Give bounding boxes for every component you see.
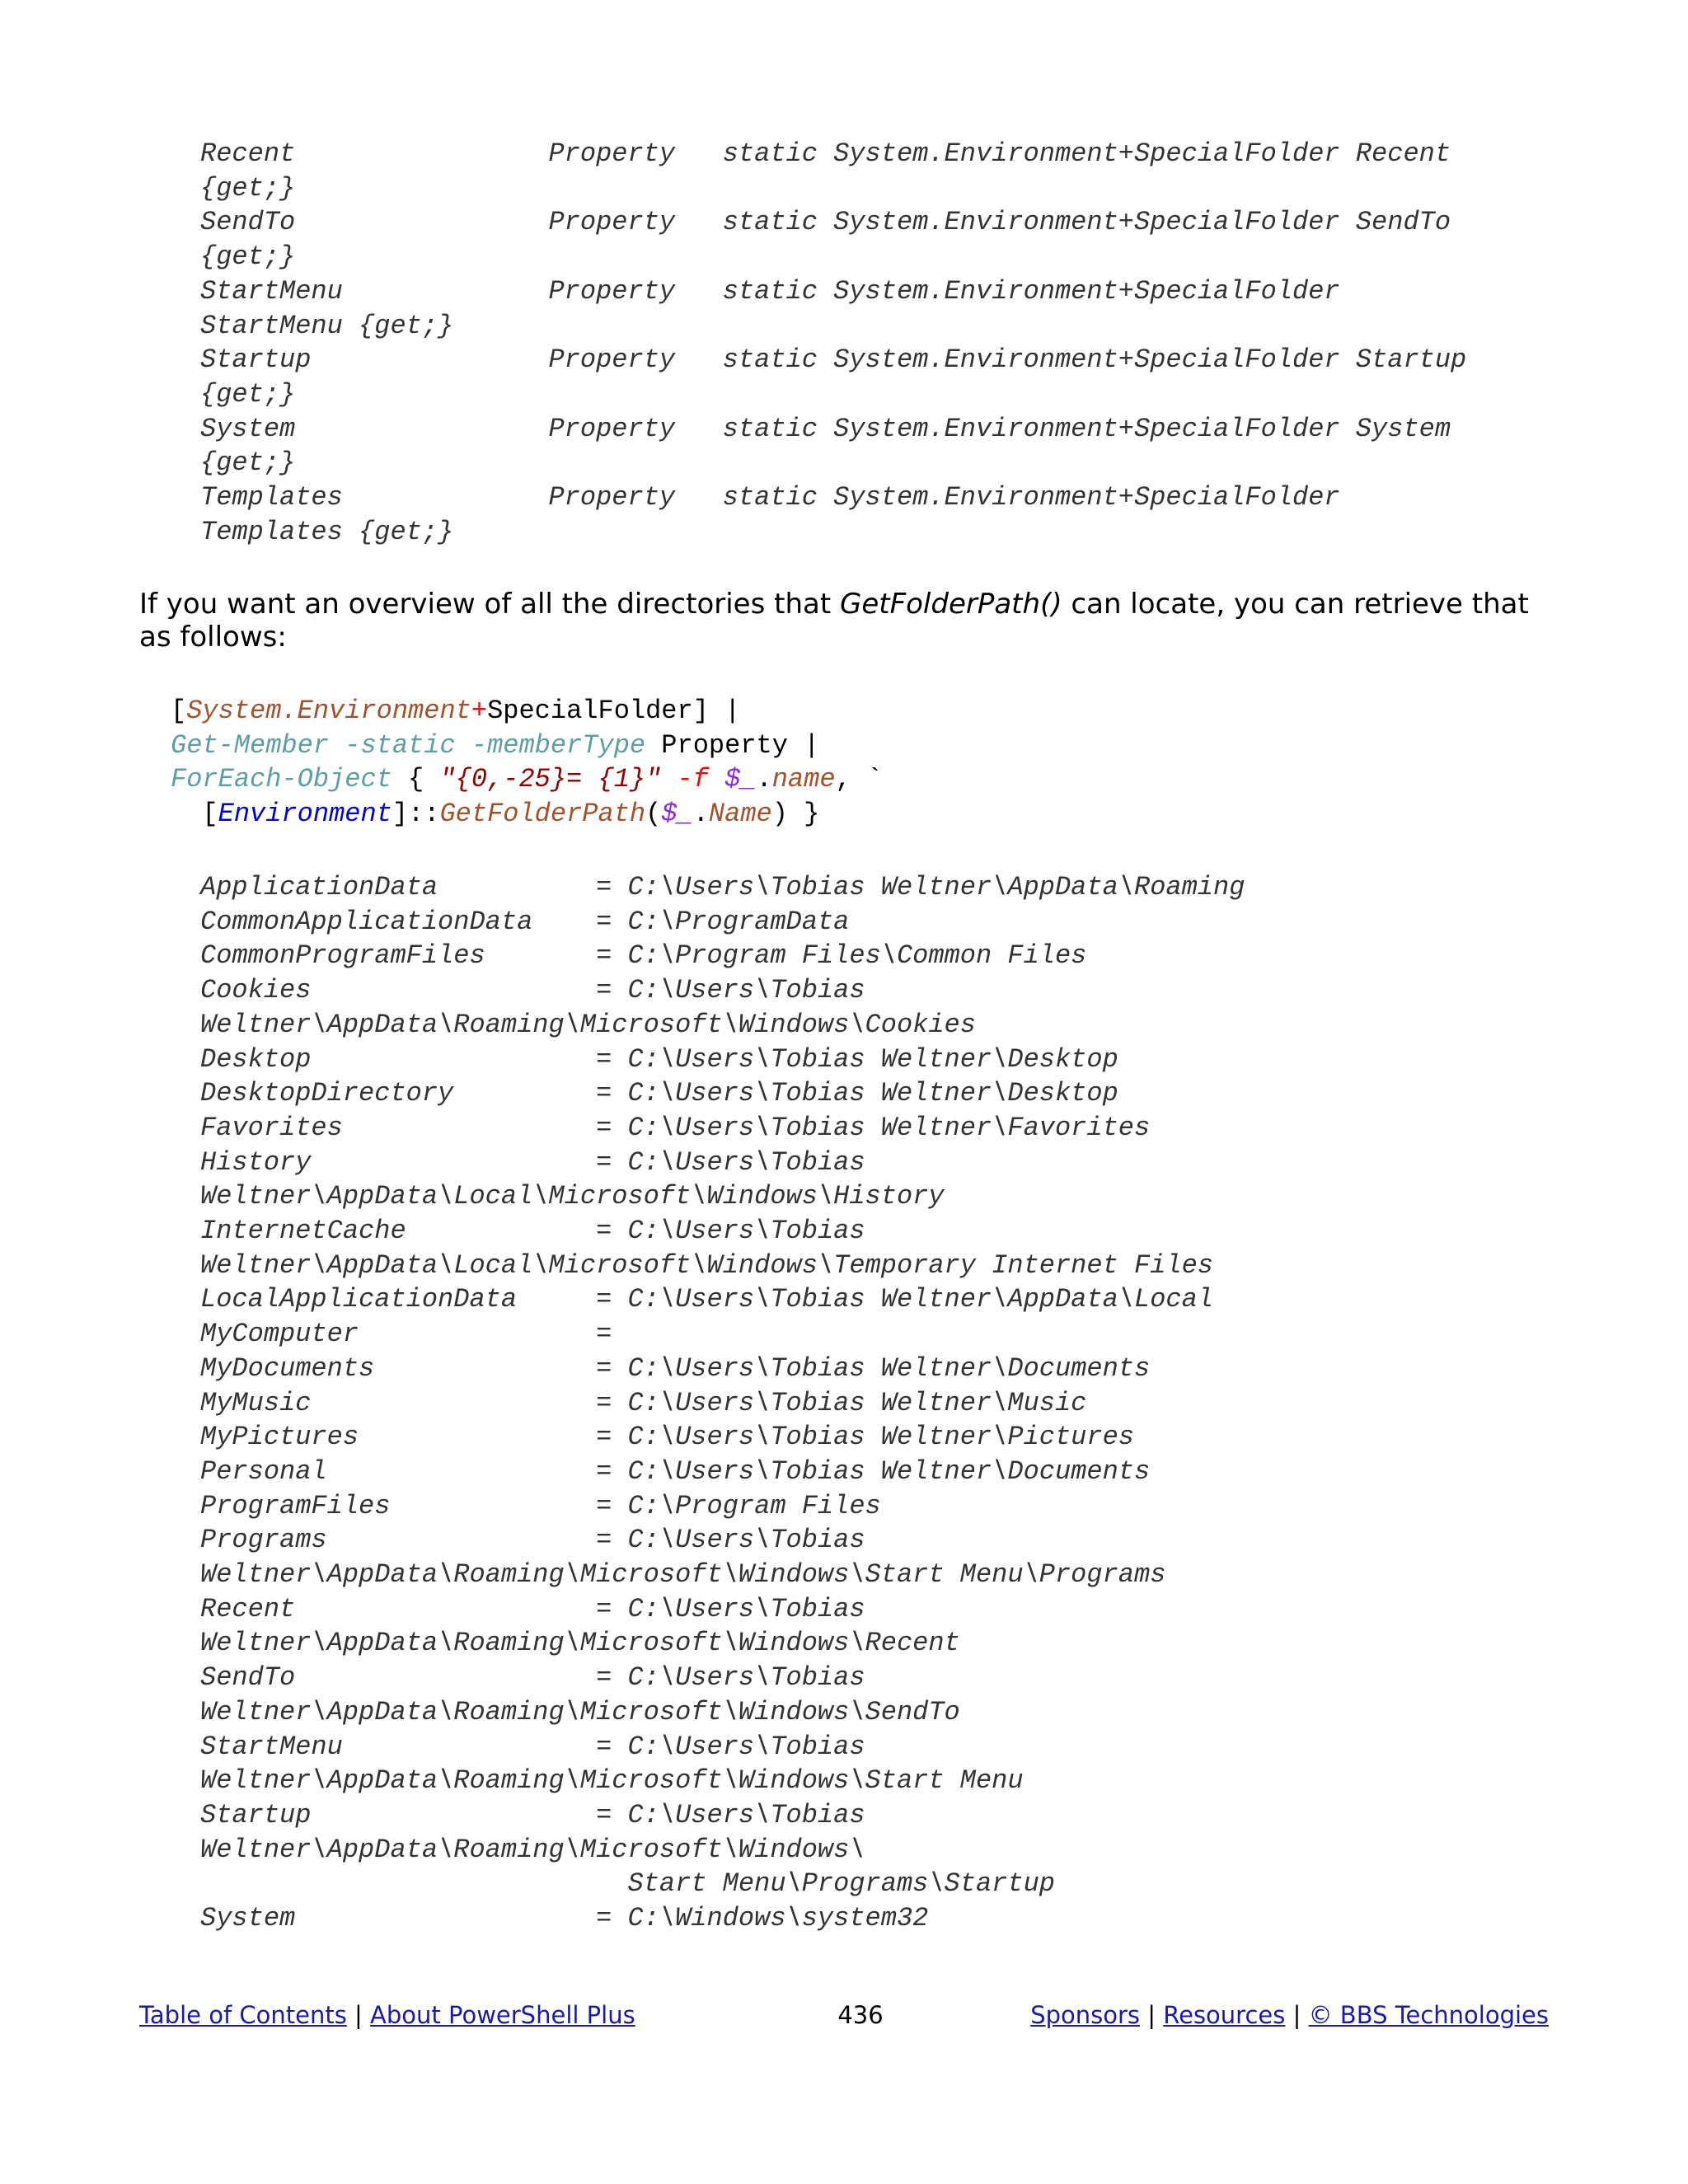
code-line-4 <box>171 797 883 832</box>
line-continuation: , ` <box>835 764 884 795</box>
bracket: [ <box>171 799 218 830</box>
code-line: {get;} <box>200 172 296 204</box>
output-line: SendTo = C:\Users\Tobias <box>200 1662 865 1694</box>
page-footer <box>139 2001 1549 2037</box>
output-line: Weltner\AppData\Roaming\Microsoft\Windows\Start Menu\Programs <box>200 1559 1166 1591</box>
output-line: MyDocuments = C:\Users\Tobias Weltner\Documents <box>200 1352 1151 1384</box>
dot: . <box>756 764 772 795</box>
code-line: Templates Property static System.Environment+SpecialFolder <box>200 482 1340 513</box>
cmdlet: ForEach-Object <box>171 764 392 795</box>
code-line: Recent Property static System.Environment+SpecialFolder Recent <box>200 138 1451 169</box>
output-line: StartMenu = C:\Users\Tobias <box>200 1731 865 1762</box>
output-line: Programs = C:\Users\Tobias <box>200 1525 865 1556</box>
code-line: {get;} <box>200 378 296 410</box>
output-line: Personal = C:\Users\Tobias Weltner\Documents <box>200 1455 1151 1487</box>
static-accessor: ]:: <box>392 799 440 830</box>
method-name: GetFolderPath <box>439 799 646 830</box>
footer-separator: | <box>346 2001 371 2029</box>
output-line: System = C:\Windows\system32 <box>200 1903 929 1934</box>
dot: . <box>692 799 709 830</box>
footer-separator: | <box>1285 2001 1309 2029</box>
code-line: Templates {get;} <box>200 516 454 547</box>
output-line: CommonApplicationData = C:\ProgramData <box>200 906 850 937</box>
argument: Property | <box>645 729 820 761</box>
code-line: System Property static System.Environment+SpecialFolder System <box>200 413 1451 444</box>
output-line: Startup = C:\Users\Tobias <box>200 1799 865 1830</box>
variable: $_ <box>661 799 693 830</box>
property-name: Name <box>708 799 772 830</box>
brace: { <box>392 764 440 795</box>
code-line: SendTo Property static System.Environment+SpecialFolder SendTo <box>200 207 1451 238</box>
output-line: ProgramFiles = C:\Program Files <box>200 1490 881 1521</box>
footer-left-links <box>139 2001 635 2029</box>
output-line: Weltner\AppData\Roaming\Microsoft\Windows\SendTo <box>200 1696 960 1727</box>
output-line: ApplicationData = C:\Users\Tobias Weltner\AppData\Roaming <box>200 872 1245 902</box>
output-line: DesktopDirectory = C:\Users\Tobias Weltner\Desktop <box>200 1078 1118 1109</box>
footer-separator: | <box>1140 2001 1164 2029</box>
intro-text: can locate, you can retrieve that as follows: <box>139 588 1529 654</box>
variable: $_ <box>724 764 757 795</box>
output-listing <box>200 870 1245 1936</box>
table-of-contents-link[interactable]: Table of Contents <box>139 2001 347 2029</box>
code-example <box>171 694 883 832</box>
output-line: Recent = C:\Users\Tobias <box>200 1593 865 1624</box>
output-line: Weltner\AppData\Local\Microsoft\Windows\Temporary Internet Files <box>200 1249 1213 1281</box>
code-line: {get;} <box>200 448 296 479</box>
output-line: Cookies = C:\Users\Tobias <box>200 975 865 1006</box>
string-literal: "{0,-25}= {1}" <box>439 764 662 795</box>
code-line-1 <box>171 694 883 729</box>
output-line: CommonProgramFiles = C:\Program Files\Common Files <box>200 940 1087 972</box>
code-line-3 <box>171 762 883 797</box>
output-line: MyMusic = C:\Users\Tobias Weltner\Music <box>200 1387 1087 1418</box>
output-line: LocalApplicationData = C:\Users\Tobias Weltner\AppData\Local <box>200 1284 1213 1315</box>
intro-text: If you want an overview of all the directories that <box>139 588 840 621</box>
output-line: Weltner\AppData\Roaming\Microsoft\Windows\ <box>200 1834 865 1865</box>
code-line: StartMenu {get;} <box>200 310 454 341</box>
output-line: Desktop = C:\Users\Tobias Weltner\Desktop <box>200 1043 1118 1075</box>
property-name: name <box>771 764 836 795</box>
code-line: StartMenu Property static System.Environment+SpecialFolder <box>200 275 1340 307</box>
type-name: SpecialFolder <box>487 696 693 726</box>
code-line-2 <box>171 729 883 763</box>
output-line: Start Menu\Programs\Startup <box>200 1868 1055 1900</box>
pipe: ] | <box>692 696 741 726</box>
cmdlet: Get-Member -static -memberType <box>171 729 646 761</box>
intro-paragraph <box>139 588 1557 654</box>
output-line: Weltner\AppData\Local\Microsoft\Windows\History <box>200 1181 945 1212</box>
output-line: History = C:\Users\Tobias <box>200 1146 865 1178</box>
code-line: {get;} <box>200 241 296 273</box>
output-line: Weltner\AppData\Roaming\Microsoft\Windows\Start Menu <box>200 1765 1024 1797</box>
output-line: Weltner\AppData\Roaming\Microsoft\Windows\Cookies <box>200 1009 976 1040</box>
page-number: 436 <box>837 2001 884 2029</box>
sponsors-link[interactable]: Sponsors <box>1030 2001 1141 2029</box>
resources-link[interactable]: Resources <box>1163 2001 1286 2029</box>
output-line: InternetCache = C:\Users\Tobias <box>200 1216 865 1247</box>
format-operator: -f <box>661 764 725 795</box>
output-line: Weltner\AppData\Roaming\Microsoft\Windows\Recent <box>200 1628 960 1659</box>
class-name: Environment <box>218 799 392 830</box>
footer-right-links <box>1030 2001 1549 2029</box>
paren: ( <box>645 799 662 830</box>
operator: + <box>471 696 488 726</box>
bracket: [ <box>171 696 187 726</box>
about-powershell-plus-link[interactable]: About PowerShell Plus <box>370 2001 635 2029</box>
method-name: GetFolderPath() <box>839 588 1062 621</box>
output-line: Favorites = C:\Users\Tobias Weltner\Favorites <box>200 1112 1151 1143</box>
paren-brace: ) } <box>771 799 820 830</box>
output-line: MyPictures = C:\Users\Tobias Weltner\Pictures <box>200 1422 1134 1453</box>
code-line: Startup Property static System.Environment+SpecialFolder Startup <box>200 344 1467 376</box>
type-name: System.Environment <box>186 696 471 726</box>
output-line: MyComputer = <box>200 1319 612 1350</box>
property-listing <box>200 137 1466 549</box>
bbs-technologies-link[interactable]: © BBS Technologies <box>1308 2001 1549 2029</box>
